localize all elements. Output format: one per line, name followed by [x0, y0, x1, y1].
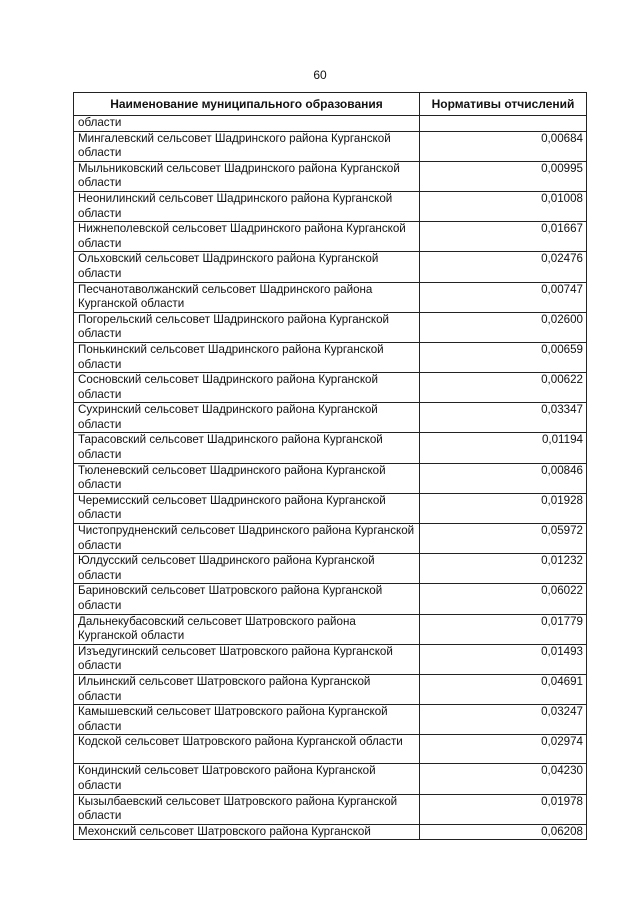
table-row	[74, 282, 587, 312]
municipality-name: Понькинский сельсовет Шадринского района Курганской области	[74, 342, 420, 372]
table-row	[74, 794, 587, 824]
table-row-last	[74, 824, 587, 840]
norm-value: 0,02600	[420, 312, 587, 342]
table-row	[74, 161, 587, 191]
municipality-name: Чистопрудненский сельсовет Шадринского района Курганской области	[74, 524, 420, 554]
norm-value: 0,01667	[420, 222, 587, 252]
table-row	[74, 312, 587, 342]
municipality-name: Тарасовский сельсовет Шадринского района Курганской области	[74, 433, 420, 463]
norm-value: 0,01493	[420, 644, 587, 674]
norm-value: 0,06208	[420, 824, 587, 840]
norm-value: 0,01232	[420, 554, 587, 584]
municipality-name: Нижнеполевской сельсовет Шадринского района Курганской области	[74, 222, 420, 252]
municipality-name: Ольховский сельсовет Шадринского района Курганской области	[74, 252, 420, 282]
header-municipality: Наименование муниципального образования	[74, 93, 420, 116]
norm-value: 0,01779	[420, 614, 587, 644]
municipality-name: Бариновский сельсовет Шатровского района Курганской области	[74, 584, 420, 614]
municipality-name: Кызылбаевский сельсовет Шатровского района Курганской области	[74, 794, 420, 824]
table-row	[74, 674, 587, 704]
table-row	[74, 373, 587, 403]
norm-value: 0,02476	[420, 252, 587, 282]
table-row	[74, 433, 587, 463]
norm-value: 0,06022	[420, 584, 587, 614]
municipality-name: Мехонский сельсовет Шатровского района Курганской	[74, 824, 420, 840]
municipality-name: Погорельский сельсовет Шадринского района Курганской области	[74, 312, 420, 342]
municipality-name: Сухринский сельсовет Шадринского района Курганской области	[74, 403, 420, 433]
norm-value: 0,00846	[420, 463, 587, 493]
continuation-value-cell	[420, 116, 587, 132]
municipality-name: Мингалевский сельсовет Шадринского района Курганской области	[74, 131, 420, 161]
norm-value: 0,00995	[420, 161, 587, 191]
norm-value: 0,02974	[420, 735, 587, 764]
norm-value: 0,01194	[420, 433, 587, 463]
norm-value: 0,00684	[420, 131, 587, 161]
municipality-name: Изъедугинский сельсовет Шатровского района Курганской области	[74, 644, 420, 674]
table-row	[74, 554, 587, 584]
municipality-name: Кондинский сельсовет Шатровского района Курганской области	[74, 764, 420, 794]
table-row	[74, 493, 587, 523]
header-norms: Нормативы отчислений	[420, 93, 587, 116]
norm-value: 0,01008	[420, 191, 587, 221]
municipality-name: Кодской сельсовет Шатровского района Курганской области	[74, 735, 420, 764]
municipality-name: Ильинский сельсовет Шатровского района Курганской области	[74, 674, 420, 704]
table-row	[74, 524, 587, 554]
norm-value: 0,05972	[420, 524, 587, 554]
norm-value: 0,04691	[420, 674, 587, 704]
table-row-continuation	[74, 116, 587, 132]
table-row	[74, 403, 587, 433]
table-row	[74, 463, 587, 493]
norm-value: 0,00747	[420, 282, 587, 312]
municipality-name: Черемисский сельсовет Шадринского района Курганской области	[74, 493, 420, 523]
table-row	[74, 644, 587, 674]
municipality-name: Камышевский сельсовет Шатровского района Курганской области	[74, 705, 420, 735]
norm-value: 0,03247	[420, 705, 587, 735]
table-row	[74, 252, 587, 282]
norms-table	[73, 92, 587, 840]
table-row	[74, 222, 587, 252]
norm-value: 0,03347	[420, 403, 587, 433]
norm-value: 0,00659	[420, 342, 587, 372]
continuation-cell: области	[74, 116, 420, 132]
table-row	[74, 705, 587, 735]
table-row	[74, 764, 587, 794]
municipality-name: Песчанотаволжанский сельсовет Шадринского района Курганской области	[74, 282, 420, 312]
municipality-name: Мыльниковский сельсовет Шадринского района Курганской области	[74, 161, 420, 191]
table-row	[74, 131, 587, 161]
norm-value: 0,01978	[420, 794, 587, 824]
norm-value: 0,01928	[420, 493, 587, 523]
municipality-name: Юлдусский сельсовет Шадринского района Курганской области	[74, 554, 420, 584]
table-row	[74, 584, 587, 614]
municipality-name: Дальнекубасовский сельсовет Шатровского района Курганской области	[74, 614, 420, 644]
norm-value: 0,04230	[420, 764, 587, 794]
table-row	[74, 191, 587, 221]
table-row	[74, 342, 587, 372]
municipality-name: Сосновский сельсовет Шадринского района Курганской области	[74, 373, 420, 403]
table-row	[74, 735, 587, 764]
municipality-name: Тюленевский сельсовет Шадринского района Курганской области	[74, 463, 420, 493]
norm-value: 0,00622	[420, 373, 587, 403]
page-number: 60	[313, 68, 327, 82]
municipality-name: Неонилинский сельсовет Шадринского района Курганской области	[74, 191, 420, 221]
table-row	[74, 614, 587, 644]
table-header-row	[74, 93, 587, 116]
